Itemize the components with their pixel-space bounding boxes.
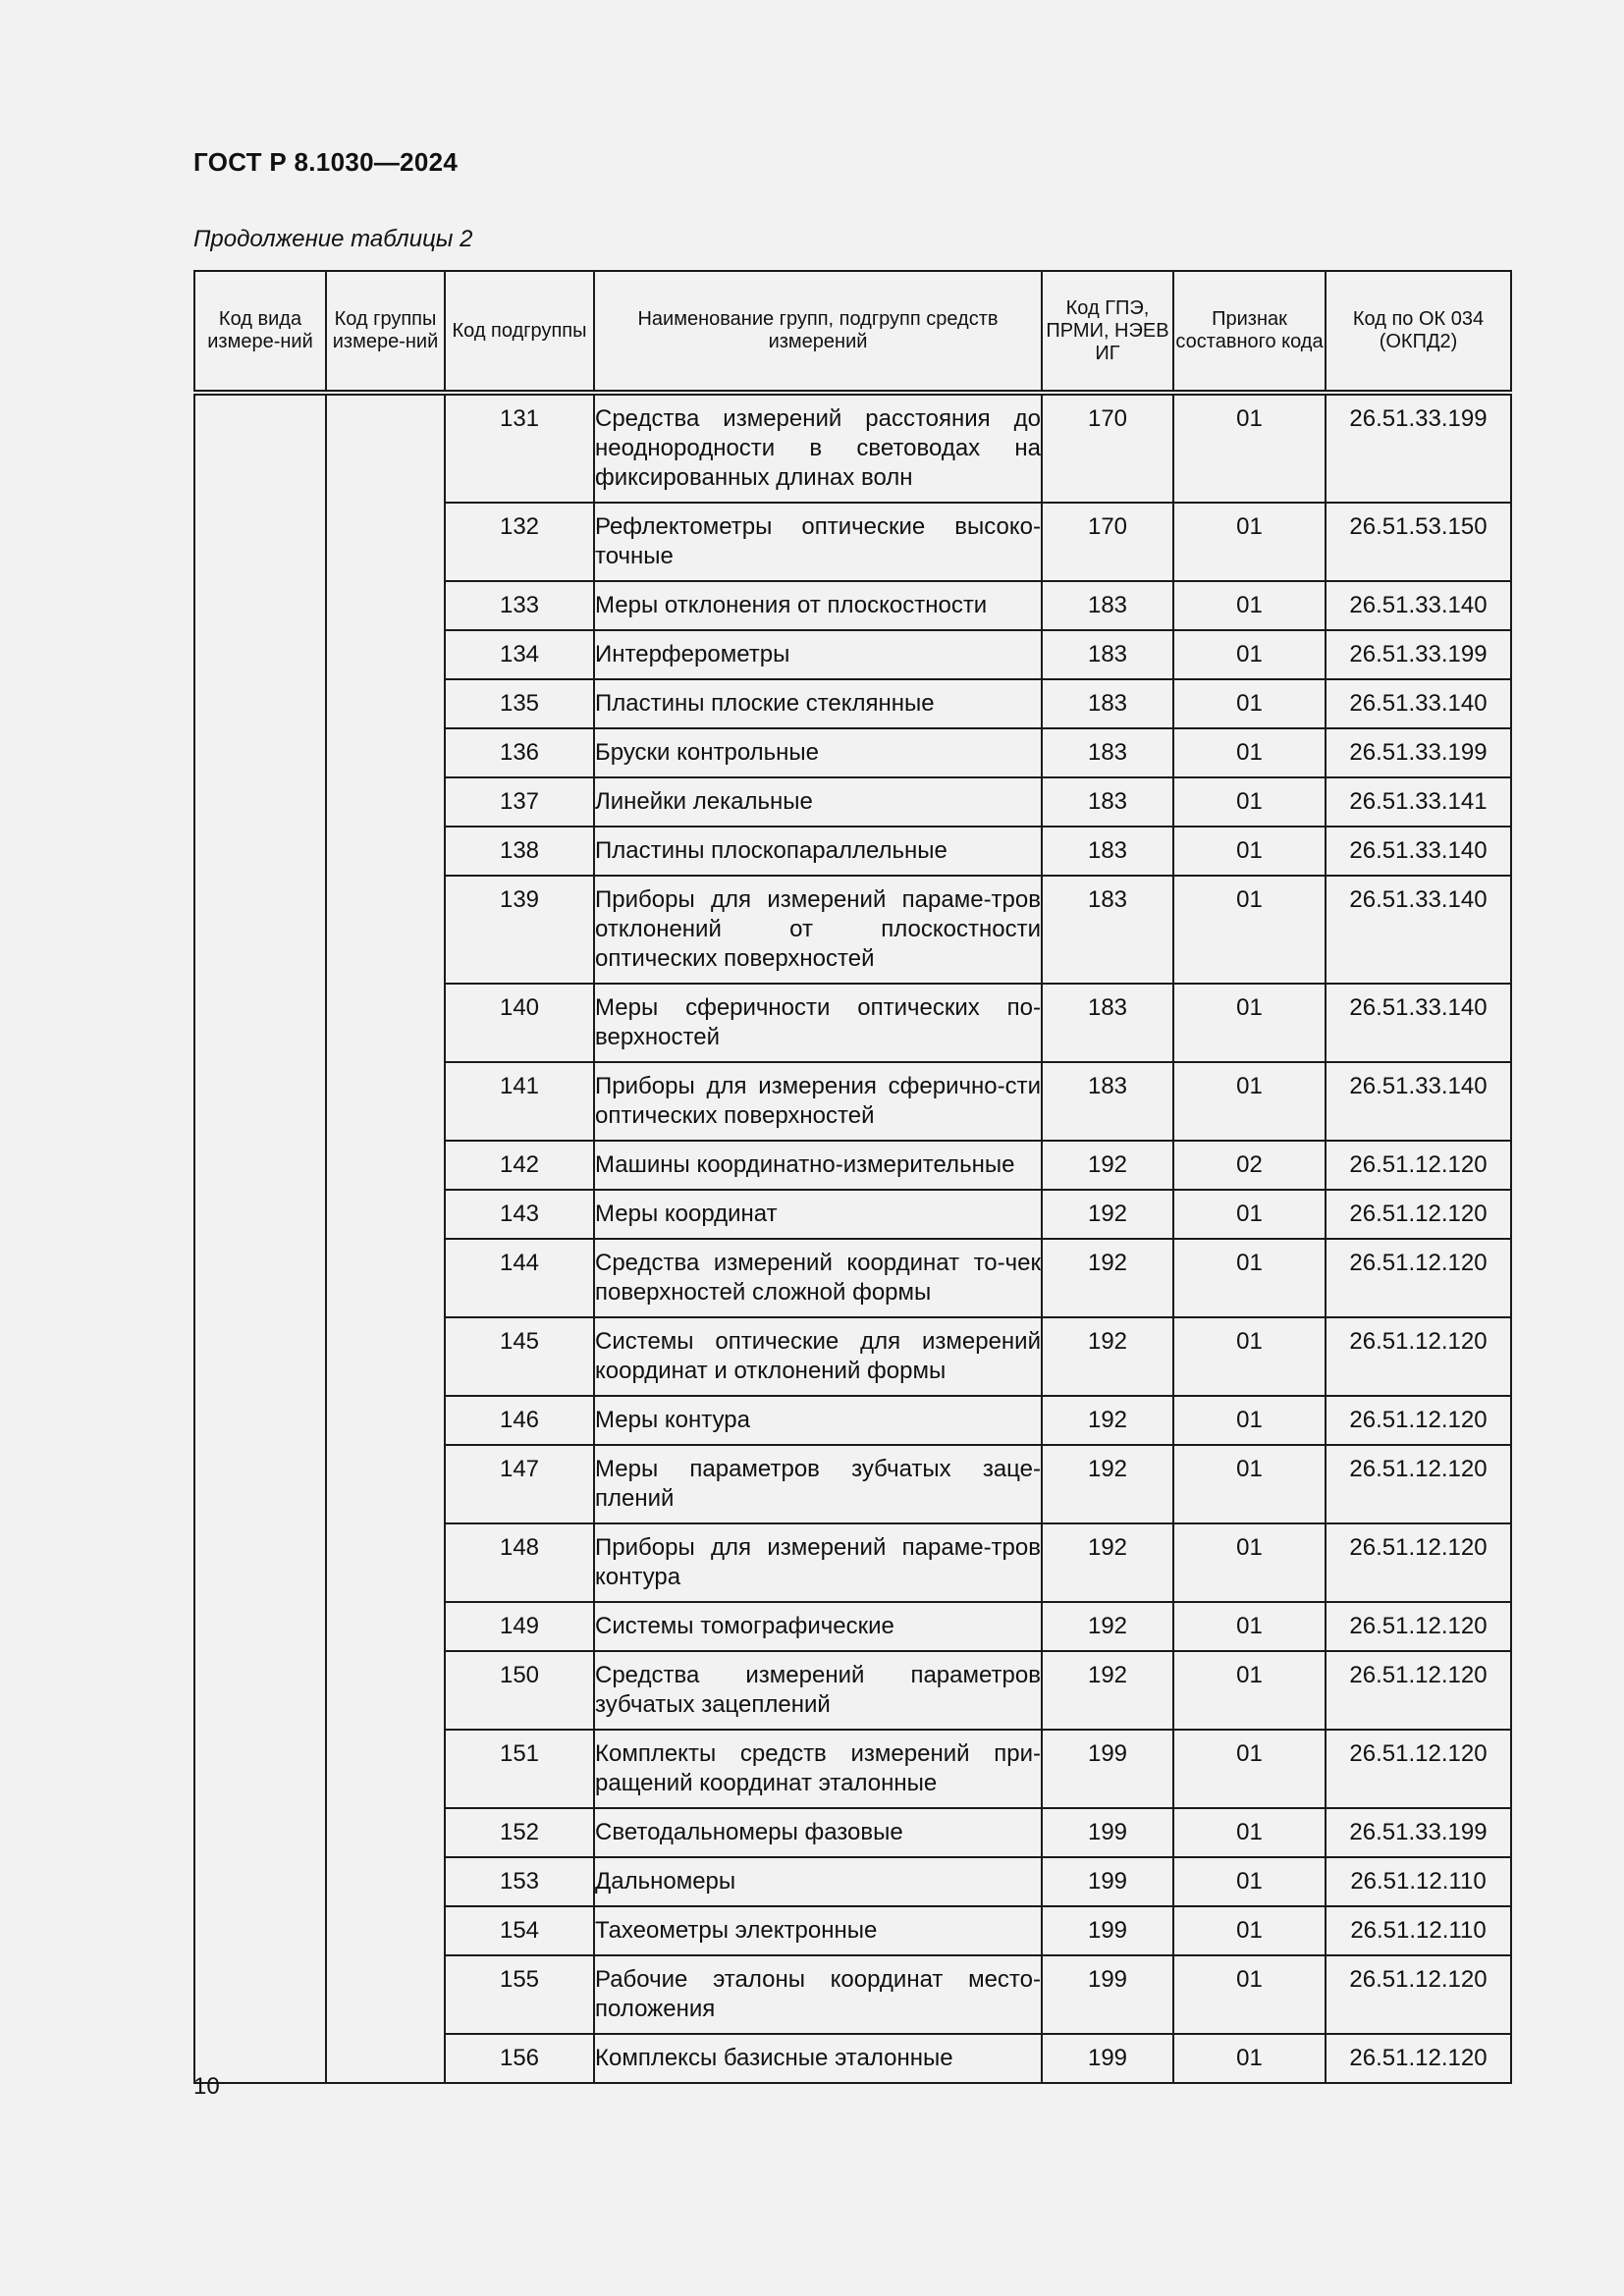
okpd2-code-cell: 26.51.12.120 xyxy=(1326,1955,1511,2034)
gpe-code-cell: 183 xyxy=(1042,679,1173,728)
subgroup-code-cell: 151 xyxy=(445,1730,594,1808)
group-name-cell: Приборы для измерений параме-тров отклонений от плоскостности оптических поверхностей xyxy=(594,876,1042,984)
subgroup-code-cell: 140 xyxy=(445,984,594,1062)
okpd2-code-cell: 26.51.12.120 xyxy=(1326,1651,1511,1730)
subgroup-code-cell: 155 xyxy=(445,1955,594,2034)
table-caption: Продолжение таблицы 2 xyxy=(193,226,473,252)
column-header-measurement-type: Код вида измере-ний xyxy=(194,271,326,393)
column-header-okpd2-code: Код по ОК 034 (ОКПД2) xyxy=(1326,271,1511,393)
okpd2-code-cell: 26.51.53.150 xyxy=(1326,503,1511,581)
group-name-cell: Пластины плоскопараллельные xyxy=(594,827,1042,876)
okpd2-code-cell: 26.51.33.140 xyxy=(1326,1062,1511,1141)
gpe-code-cell: 192 xyxy=(1042,1141,1173,1190)
okpd2-code-cell: 26.51.12.120 xyxy=(1326,1396,1511,1445)
okpd2-code-cell: 26.51.33.199 xyxy=(1326,393,1511,503)
composite-flag-cell: 01 xyxy=(1173,1955,1326,2034)
subgroup-code-cell: 148 xyxy=(445,1523,594,1602)
group-name-cell: Меры контура xyxy=(594,1396,1042,1445)
group-name-cell: Бруски контрольные xyxy=(594,728,1042,777)
okpd2-code-cell: 26.51.12.110 xyxy=(1326,1857,1511,1906)
subgroup-code-cell: 133 xyxy=(445,581,594,630)
group-name-cell: Средства измерений расстояния до неоднородности в световодах на фиксированных длинах волн xyxy=(594,393,1042,503)
subgroup-code-cell: 145 xyxy=(445,1317,594,1396)
subgroup-code-cell: 154 xyxy=(445,1906,594,1955)
composite-flag-cell: 01 xyxy=(1173,876,1326,984)
subgroup-code-cell: 144 xyxy=(445,1239,594,1317)
gpe-code-cell: 192 xyxy=(1042,1651,1173,1730)
okpd2-code-cell: 26.51.12.120 xyxy=(1326,1730,1511,1808)
subgroup-code-cell: 141 xyxy=(445,1062,594,1141)
composite-flag-cell: 01 xyxy=(1173,1190,1326,1239)
composite-flag-cell: 01 xyxy=(1173,1602,1326,1651)
composite-flag-cell: 01 xyxy=(1173,1730,1326,1808)
gpe-code-cell: 183 xyxy=(1042,827,1173,876)
measurement-type-cell xyxy=(194,393,326,2083)
composite-flag-cell: 01 xyxy=(1173,1651,1326,1730)
group-name-cell: Дальномеры xyxy=(594,1857,1042,1906)
subgroup-code-cell: 134 xyxy=(445,630,594,679)
table-row xyxy=(194,393,1511,503)
gpe-code-cell: 199 xyxy=(1042,1730,1173,1808)
group-name-cell: Пластины плоские стеклянные xyxy=(594,679,1042,728)
subgroup-code-cell: 143 xyxy=(445,1190,594,1239)
gpe-code-cell: 183 xyxy=(1042,984,1173,1062)
group-name-cell: Машины координатно-измерительные xyxy=(594,1141,1042,1190)
subgroup-code-cell: 131 xyxy=(445,393,594,503)
subgroup-code-cell: 152 xyxy=(445,1808,594,1857)
group-name-cell: Тахеометры электронные xyxy=(594,1906,1042,1955)
codes-table xyxy=(193,270,1512,2084)
column-header-gpe-code: Код ГПЭ, ПРМИ, НЭЕВ ИГ xyxy=(1042,271,1173,393)
column-header-name: Наименование групп, подгрупп средств измерений xyxy=(594,271,1042,393)
gpe-code-cell: 183 xyxy=(1042,630,1173,679)
composite-flag-cell: 01 xyxy=(1173,1906,1326,1955)
subgroup-code-cell: 135 xyxy=(445,679,594,728)
gpe-code-cell: 199 xyxy=(1042,1808,1173,1857)
gpe-code-cell: 183 xyxy=(1042,1062,1173,1141)
page-number: 10 xyxy=(193,2073,220,2100)
composite-flag-cell: 01 xyxy=(1173,1857,1326,1906)
okpd2-code-cell: 26.51.12.120 xyxy=(1326,1602,1511,1651)
group-name-cell: Комплекты средств измерений при-ращений координат эталонные xyxy=(594,1730,1042,1808)
subgroup-code-cell: 150 xyxy=(445,1651,594,1730)
composite-flag-cell: 01 xyxy=(1173,1317,1326,1396)
gpe-code-cell: 183 xyxy=(1042,876,1173,984)
gpe-code-cell: 170 xyxy=(1042,393,1173,503)
group-name-cell: Приборы для измерения сферично-сти оптических поверхностей xyxy=(594,1062,1042,1141)
composite-flag-cell: 01 xyxy=(1173,1523,1326,1602)
gpe-code-cell: 183 xyxy=(1042,777,1173,827)
okpd2-code-cell: 26.51.33.199 xyxy=(1326,728,1511,777)
group-name-cell: Системы оптические для измерений координат и отклонений формы xyxy=(594,1317,1042,1396)
okpd2-code-cell: 26.51.33.140 xyxy=(1326,827,1511,876)
okpd2-code-cell: 26.51.12.120 xyxy=(1326,1523,1511,1602)
subgroup-code-cell: 156 xyxy=(445,2034,594,2083)
gpe-code-cell: 183 xyxy=(1042,581,1173,630)
composite-flag-cell: 01 xyxy=(1173,728,1326,777)
subgroup-code-cell: 149 xyxy=(445,1602,594,1651)
okpd2-code-cell: 26.51.33.199 xyxy=(1326,1808,1511,1857)
composite-flag-cell: 01 xyxy=(1173,679,1326,728)
table-header-row xyxy=(194,271,1511,393)
gpe-code-cell: 192 xyxy=(1042,1602,1173,1651)
gpe-code-cell: 199 xyxy=(1042,1906,1173,1955)
composite-flag-cell: 01 xyxy=(1173,1239,1326,1317)
group-name-cell: Приборы для измерений параме-тров контура xyxy=(594,1523,1042,1602)
measurement-group-cell xyxy=(326,393,445,2083)
gpe-code-cell: 192 xyxy=(1042,1396,1173,1445)
column-header-composite-flag: Признак составного кода xyxy=(1173,271,1326,393)
okpd2-code-cell: 26.51.33.140 xyxy=(1326,679,1511,728)
column-header-measurement-group: Код группы измере-ний xyxy=(326,271,445,393)
subgroup-code-cell: 153 xyxy=(445,1857,594,1906)
composite-flag-cell: 01 xyxy=(1173,984,1326,1062)
okpd2-code-cell: 26.51.33.140 xyxy=(1326,984,1511,1062)
group-name-cell: Рефлектометры оптические высоко-точные xyxy=(594,503,1042,581)
gpe-code-cell: 183 xyxy=(1042,728,1173,777)
group-name-cell: Рабочие эталоны координат место-положения xyxy=(594,1955,1042,2034)
composite-flag-cell: 01 xyxy=(1173,581,1326,630)
gpe-code-cell: 192 xyxy=(1042,1317,1173,1396)
composite-flag-cell: 02 xyxy=(1173,1141,1326,1190)
group-name-cell: Системы томографические xyxy=(594,1602,1042,1651)
okpd2-code-cell: 26.51.12.120 xyxy=(1326,1317,1511,1396)
table-body xyxy=(194,393,1511,2083)
subgroup-code-cell: 146 xyxy=(445,1396,594,1445)
composite-flag-cell: 01 xyxy=(1173,827,1326,876)
composite-flag-cell: 01 xyxy=(1173,777,1326,827)
composite-flag-cell: 01 xyxy=(1173,1445,1326,1523)
okpd2-code-cell: 26.51.33.141 xyxy=(1326,777,1511,827)
gpe-code-cell: 192 xyxy=(1042,1190,1173,1239)
column-header-subgroup-code: Код подгруппы xyxy=(445,271,594,393)
gpe-code-cell: 199 xyxy=(1042,1857,1173,1906)
subgroup-code-cell: 136 xyxy=(445,728,594,777)
okpd2-code-cell: 26.51.33.199 xyxy=(1326,630,1511,679)
composite-flag-cell: 01 xyxy=(1173,630,1326,679)
gpe-code-cell: 199 xyxy=(1042,1955,1173,2034)
composite-flag-cell: 01 xyxy=(1173,1808,1326,1857)
okpd2-code-cell: 26.51.33.140 xyxy=(1326,581,1511,630)
document-header: ГОСТ Р 8.1030—2024 xyxy=(193,147,459,177)
composite-flag-cell: 01 xyxy=(1173,2034,1326,2083)
gpe-code-cell: 192 xyxy=(1042,1239,1173,1317)
group-name-cell: Линейки лекальные xyxy=(594,777,1042,827)
subgroup-code-cell: 137 xyxy=(445,777,594,827)
group-name-cell: Меры сферичности оптических по-верхностей xyxy=(594,984,1042,1062)
gpe-code-cell: 199 xyxy=(1042,2034,1173,2083)
group-name-cell: Светодальномеры фазовые xyxy=(594,1808,1042,1857)
group-name-cell: Меры параметров зубчатых заце-плений xyxy=(594,1445,1042,1523)
group-name-cell: Средства измерений координат то-чек поверхностей сложной формы xyxy=(594,1239,1042,1317)
composite-flag-cell: 01 xyxy=(1173,1062,1326,1141)
group-name-cell: Меры координат xyxy=(594,1190,1042,1239)
okpd2-code-cell: 26.51.33.140 xyxy=(1326,876,1511,984)
subgroup-code-cell: 132 xyxy=(445,503,594,581)
subgroup-code-cell: 147 xyxy=(445,1445,594,1523)
gpe-code-cell: 192 xyxy=(1042,1445,1173,1523)
composite-flag-cell: 01 xyxy=(1173,393,1326,503)
okpd2-code-cell: 26.51.12.120 xyxy=(1326,1445,1511,1523)
group-name-cell: Комплексы базисные эталонные xyxy=(594,2034,1042,2083)
subgroup-code-cell: 138 xyxy=(445,827,594,876)
group-name-cell: Меры отклонения от плоскостности xyxy=(594,581,1042,630)
gpe-code-cell: 192 xyxy=(1042,1523,1173,1602)
composite-flag-cell: 01 xyxy=(1173,503,1326,581)
subgroup-code-cell: 142 xyxy=(445,1141,594,1190)
okpd2-code-cell: 26.51.12.120 xyxy=(1326,2034,1511,2083)
group-name-cell: Средства измерений параметров зубчатых зацеплений xyxy=(594,1651,1042,1730)
composite-flag-cell: 01 xyxy=(1173,1396,1326,1445)
group-name-cell: Интерферометры xyxy=(594,630,1042,679)
subgroup-code-cell: 139 xyxy=(445,876,594,984)
okpd2-code-cell: 26.51.12.120 xyxy=(1326,1190,1511,1239)
gpe-code-cell: 170 xyxy=(1042,503,1173,581)
okpd2-code-cell: 26.51.12.120 xyxy=(1326,1141,1511,1190)
okpd2-code-cell: 26.51.12.120 xyxy=(1326,1239,1511,1317)
okpd2-code-cell: 26.51.12.110 xyxy=(1326,1906,1511,1955)
